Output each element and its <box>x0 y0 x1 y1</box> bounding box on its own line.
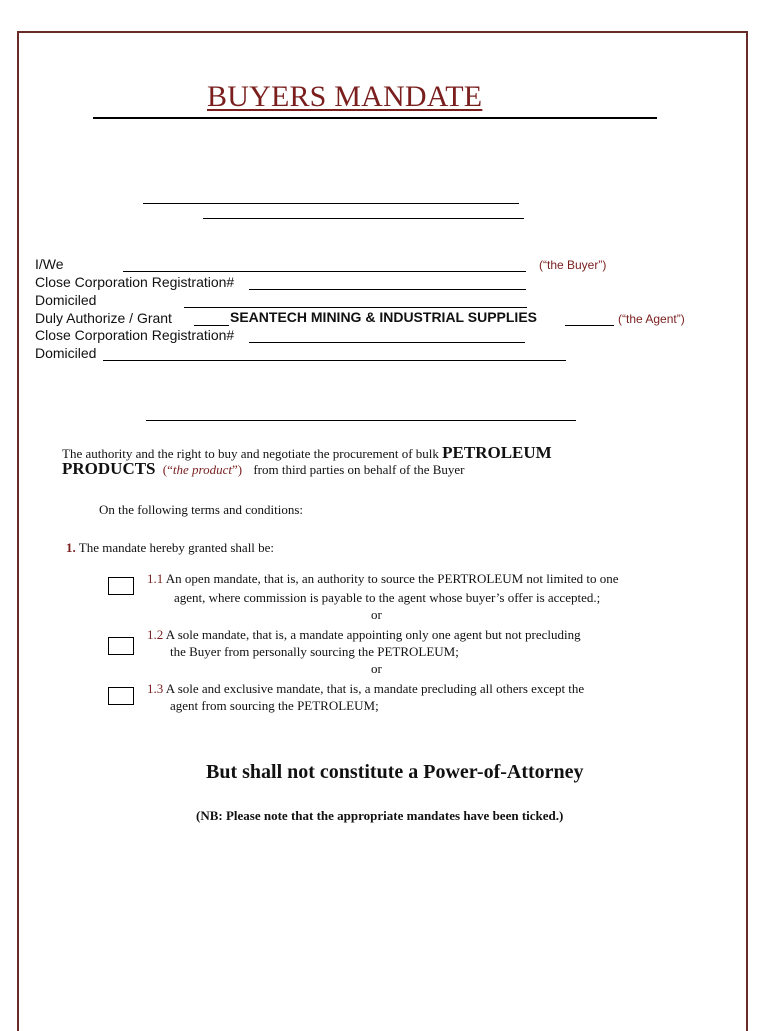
option-1-3-line1 <box>147 681 584 697</box>
agent-registration-field[interactable] <box>249 342 525 343</box>
clause-text: The mandate hereby granted shall be: <box>78 540 275 555</box>
authority-line1: The authority and the right to buy and negotiate the procurement of bulk <box>62 446 439 461</box>
clause-number: 1. <box>66 540 76 555</box>
option-text: A sole mandate, that is, a mandate appointing only one agent but not precluding <box>165 627 581 642</box>
terms-intro: On the following terms and conditions: <box>99 502 304 517</box>
option-1-1-line2: agent, where commission is payable to the agent whose buyer’s offer is accepted.; <box>174 590 601 605</box>
option-1-2-line2: the Buyer from personally sourcing the PETROLEUM; <box>170 644 459 659</box>
page-title: BUYERS MANDATE <box>207 80 483 113</box>
option-number: 1.3 <box>147 681 164 696</box>
iwe-label: I/We <box>35 256 64 272</box>
poa-statement: But shall not constitute a Power-of-Attorney <box>206 761 584 783</box>
agent-domicile-field[interactable] <box>103 360 566 361</box>
product-tag: (“ <box>162 462 173 477</box>
option-1-2-line1 <box>147 627 581 643</box>
grant-line-right <box>565 325 614 326</box>
option-number: 1.2 <box>147 627 164 642</box>
option-1-3-checkbox[interactable] <box>108 687 134 705</box>
buyer-domicile-field[interactable] <box>184 307 527 308</box>
option-number: 1.1 <box>147 571 164 586</box>
product-name: PETROLEUM <box>442 443 552 462</box>
blank-line[interactable] <box>146 420 576 421</box>
clause-1 <box>66 540 274 556</box>
option-1-2-checkbox[interactable] <box>108 637 134 655</box>
buyer-name-field[interactable] <box>123 271 526 272</box>
agent-name: SEANTECH MINING & INDUSTRIAL SUPPLIES <box>230 309 537 325</box>
option-1-1-checkbox[interactable] <box>108 577 134 595</box>
nb-note: (NB: Please note that the appropriate mandates have been ticked.) <box>196 808 564 823</box>
domiciled-label: Domiciled <box>35 292 97 308</box>
or-separator: or <box>371 607 382 622</box>
grant-label: Duly Authorize / Grant <box>35 310 172 326</box>
document-border <box>17 31 748 1031</box>
buyer-registration-field[interactable] <box>249 289 526 290</box>
option-1-3-line2: agent from sourcing the PETROLEUM; <box>170 698 379 713</box>
buyer-tag: (“the Buyer”) <box>539 258 607 272</box>
grant-line-left <box>194 325 229 326</box>
authority-rest: from third parties on behalf of the Buyer <box>253 462 465 477</box>
option-1-1-line1 <box>147 571 619 587</box>
option-text: An open mandate, that is, an authority to source the PERTROLEUM not limited to one <box>165 571 619 586</box>
blank-line[interactable] <box>143 203 519 204</box>
domiciled-label: Domiciled <box>35 345 97 361</box>
option-text: A sole and exclusive mandate, that is, a mandate precluding all others except the <box>165 681 585 696</box>
ccr-label: Close Corporation Registration# <box>35 274 235 290</box>
authority-line2 <box>62 459 465 479</box>
or-separator: or <box>371 661 382 676</box>
product-tag-italic: the product <box>172 462 232 477</box>
agent-tag: (“the Agent”) <box>618 312 685 326</box>
product-name: PRODUCTS <box>62 459 156 478</box>
product-tag: ”) <box>231 462 243 477</box>
title-rule <box>93 117 657 119</box>
ccr-label: Close Corporation Registration# <box>35 327 235 343</box>
blank-line[interactable] <box>203 218 524 219</box>
